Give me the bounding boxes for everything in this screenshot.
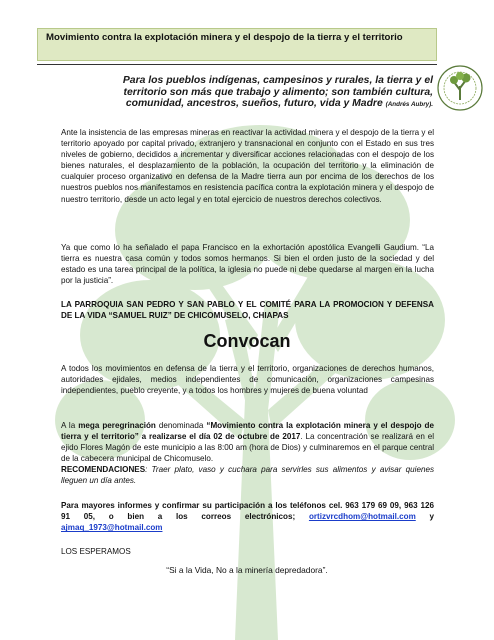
paragraph-informes — [61, 500, 434, 533]
p5-event-date: a realizarse el día 02 de octubre de 2017 — [138, 432, 301, 442]
email-link-1[interactable]: ortizvrcdhom@hotmail.com — [308, 512, 416, 522]
paragraph-peregrinacion — [61, 420, 434, 464]
quote-author: (Andrés Aubry). — [385, 101, 433, 109]
p5-part-a: A la — [61, 421, 79, 430]
recomendaciones-text: : Traer plato, vaso y cuchara para servirles sus alimentos y avisar quienes lleguen un día antes. — [61, 465, 434, 486]
paragraph-convocantes: LA PARROQUIA SAN PEDRO Y SAN PABLO Y EL COMITÉ PARA LA PROMOCION Y DEFENSA DE LA VIDA “SAMUEL RUIZ” DE CHICOMUSELO, CHIAPAS — [61, 300, 434, 321]
informes-conj: y — [415, 512, 434, 522]
convocan-heading: Convocan — [203, 331, 291, 351]
title-rule — [37, 64, 437, 65]
seal-logo — [436, 64, 484, 112]
document-title: Movimiento contra la explotación minera y el despojo de la tierra y el territorio — [37, 28, 437, 61]
p5-event-name: “Movimiento contra la explotación minera y el despojo de tierra y el territorio” — [61, 421, 434, 442]
recomendaciones-label: RECOMENDACIONES — [61, 465, 146, 474]
p5-part-f: . La concentración se realizará en el ejido Flores Magón de este municipio a las 8:00 am (hora de Dios) y culminaremos en el parque central de la cabecera municipal de Chicomuselo. — [61, 432, 434, 464]
p5-part-b: mega peregrinación — [78, 421, 156, 430]
paragraph-esperamos: LOS ESPERAMOS — [61, 547, 131, 556]
paragraph-intro: Ante la insistencia de las empresas mineras en reactivar la actividad minera y el despojo de la tierra y el territorio apoyado por capital privado, extranjero y transnacional en conjunto con el Estado en sus tres niveles de gobierno, decididos a incrementar y diversificar acciones relacionadas con el despojo de los bienes naturales, el desplazamiento de la población, la ocupación del territorio y la eliminación de cualquier proceso organizativo en defensa de la Madre tierra aun por encima de los derechos de los nuestros pueblos nos manifestamos en resistencia pacífica contra la explotación minera y el despojo de nuestro territorio, desde un acto legal y en total ejercicio de nuestros derechos colectivos. — [61, 128, 434, 204]
paragraph-papa-francisco: Ya que como lo ha señalado el papa Francisco en la exhortación apostólica Evangelli Gaudium. “La tierra es nuestra casa común y todos somos hermanos. Si bien el orden justo de la sociedad y del estado es una tarea principal de la política, la iglesia no puede ni debe quedarse al margen en la lucha por la justicia”. — [61, 243, 434, 286]
paragraph-invitados: A todos los movimientos en defensa de la tierra y el territorio, organizaciones de derechos humanos, autoridades ejidales, medios independientes de comunicación, organizaciones campesinas independientes, pueblo creyente, y a todos los hombres y mujeres de buena voluntad — [61, 364, 434, 396]
paragraph-recomendaciones — [61, 464, 434, 486]
informes-text: Para mayores informes y confirmar su participación a los teléfonos cel. 963 179 69 09, 963 126 91 05, o bien a los correos electrónicos; — [61, 501, 434, 522]
p5-part-c: denominada — [155, 421, 207, 430]
epigraph-quote — [90, 75, 433, 111]
closing-slogan: “Si a la Vida, No a la minería depredadora”. — [166, 565, 328, 575]
email-link-2[interactable]: ajmaq_1973@hotmail.com — [61, 523, 163, 533]
quote-text: Para los pueblos indígenas, campesinos y rurales, la tierra y el territorio son más que trabajo y alimento; son también cultura, comunidad, ancestros, sueños, futuro, vida y Madre — [122, 75, 433, 110]
